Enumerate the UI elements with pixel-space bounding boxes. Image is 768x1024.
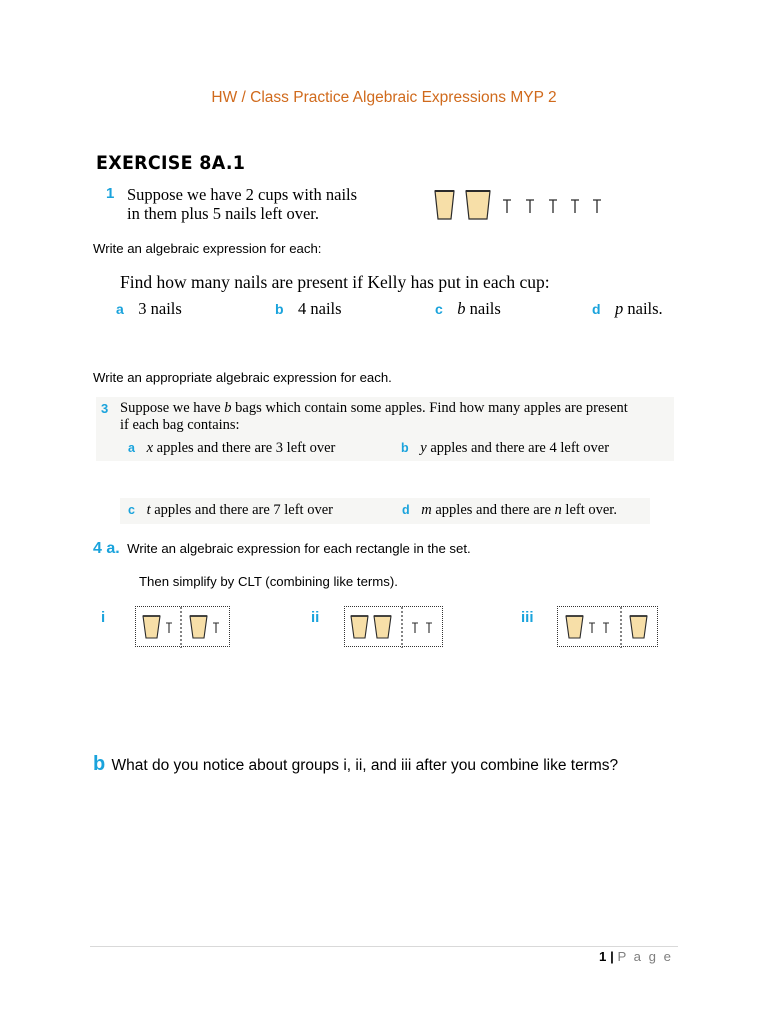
option-label: a — [128, 441, 135, 455]
q3-option-b — [401, 440, 609, 457]
exercise-heading: EXERCISE 8A.1 — [96, 152, 246, 174]
option-label: d — [592, 301, 601, 317]
option-variable: y — [420, 440, 427, 456]
cups-and-nails-illustration — [432, 188, 612, 224]
option-label: c — [128, 503, 135, 517]
option-text: apples and there are 7 left over — [150, 502, 333, 518]
question-4-heading — [93, 540, 471, 558]
q3-option-a — [128, 440, 335, 457]
nail-icon — [603, 623, 609, 633]
cup-icon — [351, 616, 368, 638]
option-text: apples and there are 4 left over — [426, 440, 610, 456]
option-text: 4 nails — [298, 299, 342, 318]
group-i-rectangle — [135, 606, 230, 647]
group-ii-label: ii — [311, 609, 320, 626]
cup-icon — [630, 616, 647, 638]
instruction-2: Write an appropriate algebraic expression for each. — [93, 370, 392, 385]
page-footer — [560, 949, 673, 964]
nail-icon — [503, 200, 511, 213]
question-1-line-1: Suppose we have 2 cups with nails — [127, 185, 358, 204]
option-variable: p — [615, 299, 624, 318]
group-iii-rectangle — [557, 606, 658, 647]
nail-icon — [166, 623, 172, 633]
question-4-line-2: Then simplify by CLT (combining like terms). — [139, 574, 398, 589]
nail-icon — [426, 623, 432, 633]
question-2-stem: Find how many nails are present if Kelly has put in each cup: — [120, 272, 550, 292]
option-variable: t — [146, 502, 151, 518]
option-variable: m — [421, 502, 432, 518]
option-c — [435, 299, 501, 319]
cup-icon — [190, 616, 207, 638]
document-title: HW / Class Practice Algebraic Expressions MYP 2 — [211, 89, 557, 106]
option-label: c — [435, 301, 443, 317]
nail-icon — [412, 623, 418, 633]
cup-icon — [466, 191, 490, 219]
option-text: apples and there are 3 left over — [153, 440, 336, 456]
question-3-text — [120, 400, 680, 434]
group-i-label: i — [101, 609, 106, 626]
cup-icon — [435, 191, 454, 219]
question-1-number: 1 — [106, 185, 115, 202]
nail-icon — [526, 200, 534, 213]
question-4-number: 4 a. — [93, 540, 120, 557]
question-3-text-b: bags which contain some apples. Find how many apples are present — [231, 400, 628, 416]
q3-option-c — [128, 502, 333, 519]
group-ii-rectangle — [344, 606, 443, 647]
option-text: nails. — [623, 299, 663, 318]
option-label: b — [401, 441, 409, 455]
instruction-1: Write an algebraic expression for each: — [93, 241, 322, 256]
option-label: a — [116, 301, 124, 317]
part-b-label: b — [93, 753, 106, 775]
part-b-text: What do you notice about groups i, ii, and iii after you combine like terms? — [111, 757, 619, 774]
question-3-number: 3 — [101, 401, 109, 416]
option-text: nails — [465, 299, 501, 318]
page-number: 1 — [599, 949, 607, 964]
question-3-line-2: if each bag contains: — [120, 417, 240, 433]
option-a — [116, 299, 182, 319]
cup-icon — [566, 616, 583, 638]
question-1-line-2: in them plus 5 nails left over. — [127, 204, 320, 223]
group-i-svg — [136, 607, 231, 648]
option-variable: x — [146, 440, 154, 456]
question-4-line-1: Write an algebraic expression for each rectangle in the set. — [127, 541, 471, 556]
option-label: d — [402, 503, 410, 517]
footer-separator: | — [610, 949, 614, 964]
question-3-variable: b — [224, 400, 232, 416]
q3-option-d — [402, 502, 617, 519]
nail-icon — [549, 200, 557, 213]
group-iii-svg — [558, 607, 659, 648]
option-text: 3 nails — [138, 299, 182, 318]
option-d — [592, 299, 663, 319]
nail-icon — [213, 623, 219, 633]
option-variable-2: n — [554, 502, 562, 518]
cup-icon — [143, 616, 160, 638]
option-variable: b — [457, 299, 466, 318]
option-text-end: left over. — [561, 502, 617, 518]
nail-icon — [571, 200, 579, 213]
nail-icon — [589, 623, 595, 633]
footer-divider — [90, 946, 678, 947]
group-iii-label: iii — [521, 609, 534, 626]
cup-icon — [374, 616, 391, 638]
option-label: b — [275, 301, 284, 317]
question-1-text — [127, 185, 387, 223]
part-b — [93, 753, 618, 776]
page-word: P a g e — [617, 949, 673, 964]
option-b — [275, 299, 342, 319]
nail-icon — [593, 200, 601, 213]
option-text: apples and there are — [431, 502, 555, 518]
question-3-text-a: Suppose we have — [120, 400, 225, 416]
group-ii-svg — [345, 607, 444, 648]
cups-and-nails-svg — [432, 188, 612, 224]
